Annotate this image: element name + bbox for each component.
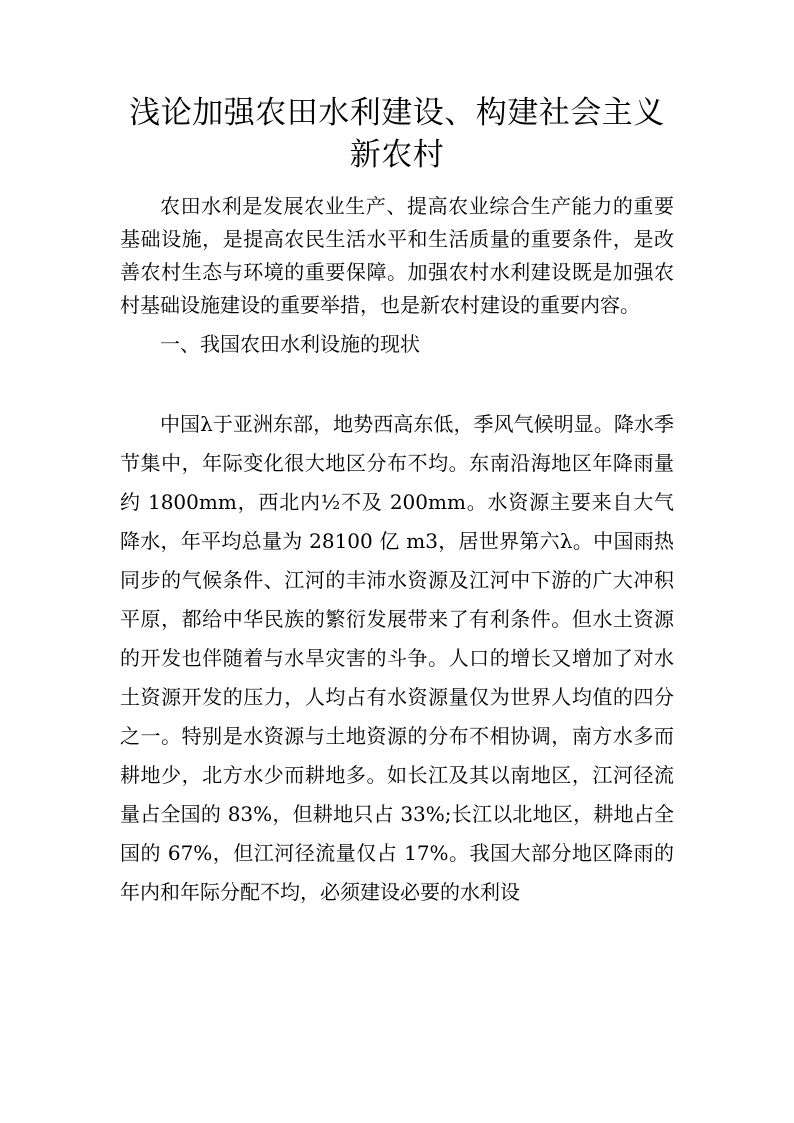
document-page: [120, 92, 674, 912]
document-title: 浅论加强农田水利建设、构建社会主义新农村: [129, 95, 665, 173]
section-heading: 一、我国农田水利设施的现状: [160, 332, 420, 356]
intro-paragraph: 农田水利是发展农业生产、提高农业综合生产能力的重要基础设施，是提高农民生活水平和生活质量的重要条件，是改善农村生态与环境的重要保障。加强农村水利建设既是加强农村基础设施建设的重要举措，也是新农村建设的重要内容。: [120, 194, 674, 317]
section-body-paragraph: 中国λ于亚洲东部，地势西高东低，季风气候明显。降水季节集中，年际变化很大地区分布不均。东南沿海地区年降雨量约 1800mm，西北内½不及 200mm。水资源主要来自大气降水，年平均总量为 28100 亿 m3，居世界第六λ。中国雨热同步的气候条件、江河的丰沛水资源及江河中下游的广大冲积平原，都给中华民族的繁衍发展带来了有利条件。但水土资源的开发也伴随着与水旱灾害的斗争。人口的增长又增加了对水土资源开发的压力，人均占有水资源量仅为世界人均值的四分之一。特别是水资源与土地资源的分布不相协调，南方水多而耕地少，北方水少而耕地多。如长江及其以南地区，江河径流量占全国的 83%，但耕地只占 33%;长江以北地区，耕地占全国的 67%，但江河径流量仅占 17%。我国大部分地区降雨的年内和年际分配不均，必须建设必要的水利设: [120, 412, 674, 904]
